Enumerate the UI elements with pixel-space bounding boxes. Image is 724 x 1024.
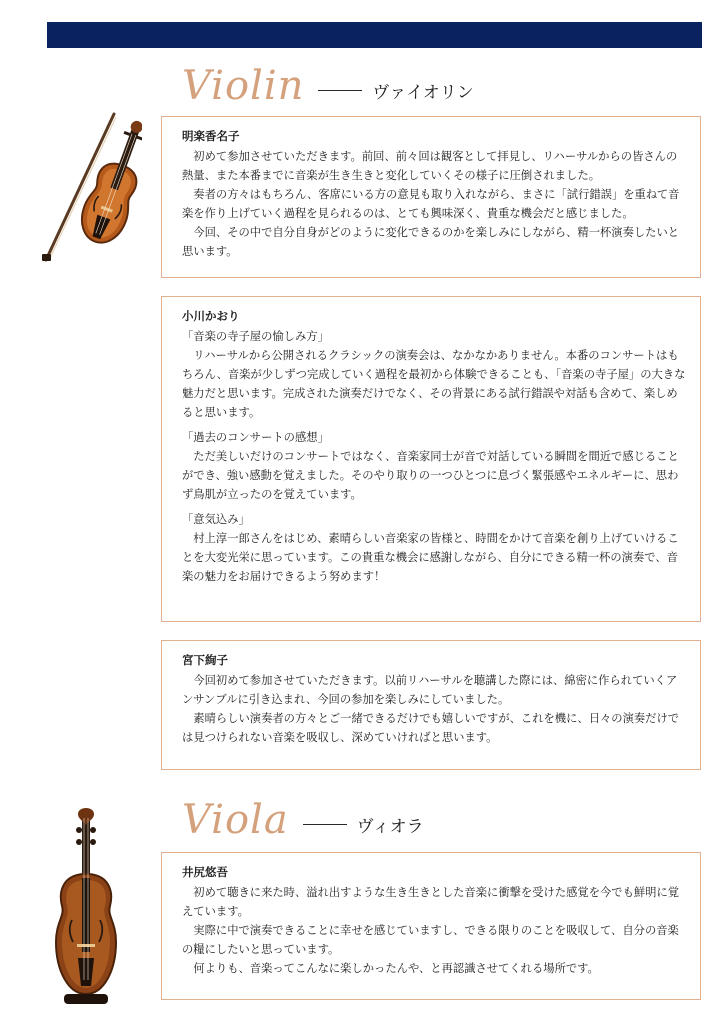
header-title: PICK UP ! NEW MEMBER [98, 53, 297, 69]
member-card-ogawa [161, 296, 701, 622]
viola-script-title: Viola [182, 797, 289, 843]
violin-jp-title: ヴァイオリン [372, 82, 474, 103]
member-name: 宮下絢子 [182, 653, 228, 667]
member-paragraph: 素晴らしい演奏者の方々とご一緒できるだけでも嬉しいですが、これを機に、日々の演奏だけでは見つけられない音楽を吸収し、深めていければと思います。 [182, 712, 680, 744]
section-text: ただ美しいだけのコンサートではなく、音楽家同士が音で対話している瞬間を間近で感じることができ、強い感動を覚えました。そのやり取りの一つひとつに息づく緊張感やエネルギーに、思わず鳥肌が立ったのを覚えています。 [182, 450, 679, 501]
section-heading: 「音楽の寺子屋の愉しみ方」 [182, 330, 329, 343]
heading-dash [318, 90, 362, 91]
member-card-miyashita [161, 640, 701, 770]
member-paragraph: 実際に中で演奏できることに幸せを感じていますし、できる限りのことを吸収して、自分の音楽の糧にしたいと思っています。 [182, 924, 679, 956]
member-card-ijiri [161, 852, 701, 1000]
section-text: リハーサルから公開されるクラシックの演奏会は、なかなかありません。本番のコンサートはもちろん、音楽が少しずつ完成していく過程を最初から体験できることも、「音楽の寺子屋」の大きな魅力だと思います。完成された演奏だけでなく、その背景にある試行錯誤や対話も含めて、楽しめると思います。 [182, 349, 686, 419]
member-section [182, 327, 686, 422]
viola-icon [40, 808, 132, 1012]
violin-icon [34, 108, 142, 272]
member-paragraph: 何よりも、音楽ってこんなに楽しかったんや、と再認識させてくれる場所です。 [193, 962, 599, 975]
member-name: 井尻悠吾 [182, 865, 228, 879]
member-section [182, 510, 686, 586]
header-bar [47, 22, 702, 69]
violin-heading [182, 63, 474, 109]
member-paragraph: 奏者の方々はもちろん、客席にいる方の意見も取り入れながら、まさに「試行錯誤」を重ねて音楽を作り上げていく過程を見られるのは、とても興味深く、貴重な機会だと感じました。 [182, 188, 680, 220]
member-paragraph: 今回、その中で自分自身がどのように変化できるのかを楽しみにしながら、精一杯演奏したいと思います。 [182, 226, 680, 258]
member-paragraph: 初めて参加させていただきます。前回、前々回は観客として拝見し、リハーサルからの皆さんの熱量、また本番までに音楽が生き生きと変化していくその様子に圧倒されました。 [182, 150, 678, 182]
heading-dash [303, 824, 347, 825]
section-heading: 「過去のコンサートの感想」 [182, 431, 329, 444]
member-card-akira [161, 116, 701, 278]
member-paragraph: 初めて聴きに来た時、溢れ出すような生き生きとした音楽に衝撃を受けた感覚を今でも鮮明に覚えています。 [182, 886, 680, 918]
section-heading: 「意気込み」 [182, 513, 250, 526]
member-paragraph: 今回初めて参加させていただきます。以前リハーサルを聴講した際には、綿密に作られていくアンサンブルに引き込まれ、今回の参加を楽しみにしていました。 [182, 674, 678, 706]
viola-jp-title: ヴィオラ [356, 816, 424, 837]
section-text: 村上淳一郎さんをはじめ、素晴らしい音楽家の皆様と、時間をかけて音楽を創り上げていけることを大変光栄に思っています。この貴重な機会に感謝しながら、自分にできる精一杯の演奏で、音楽の魅力をお届けできるよう努めます！ [182, 532, 679, 583]
member-section [182, 428, 686, 504]
member-name: 明楽香名子 [182, 129, 240, 143]
violin-script-title: Violin [182, 63, 305, 109]
viola-heading [182, 797, 424, 843]
member-name: 小川かおり [182, 309, 240, 323]
